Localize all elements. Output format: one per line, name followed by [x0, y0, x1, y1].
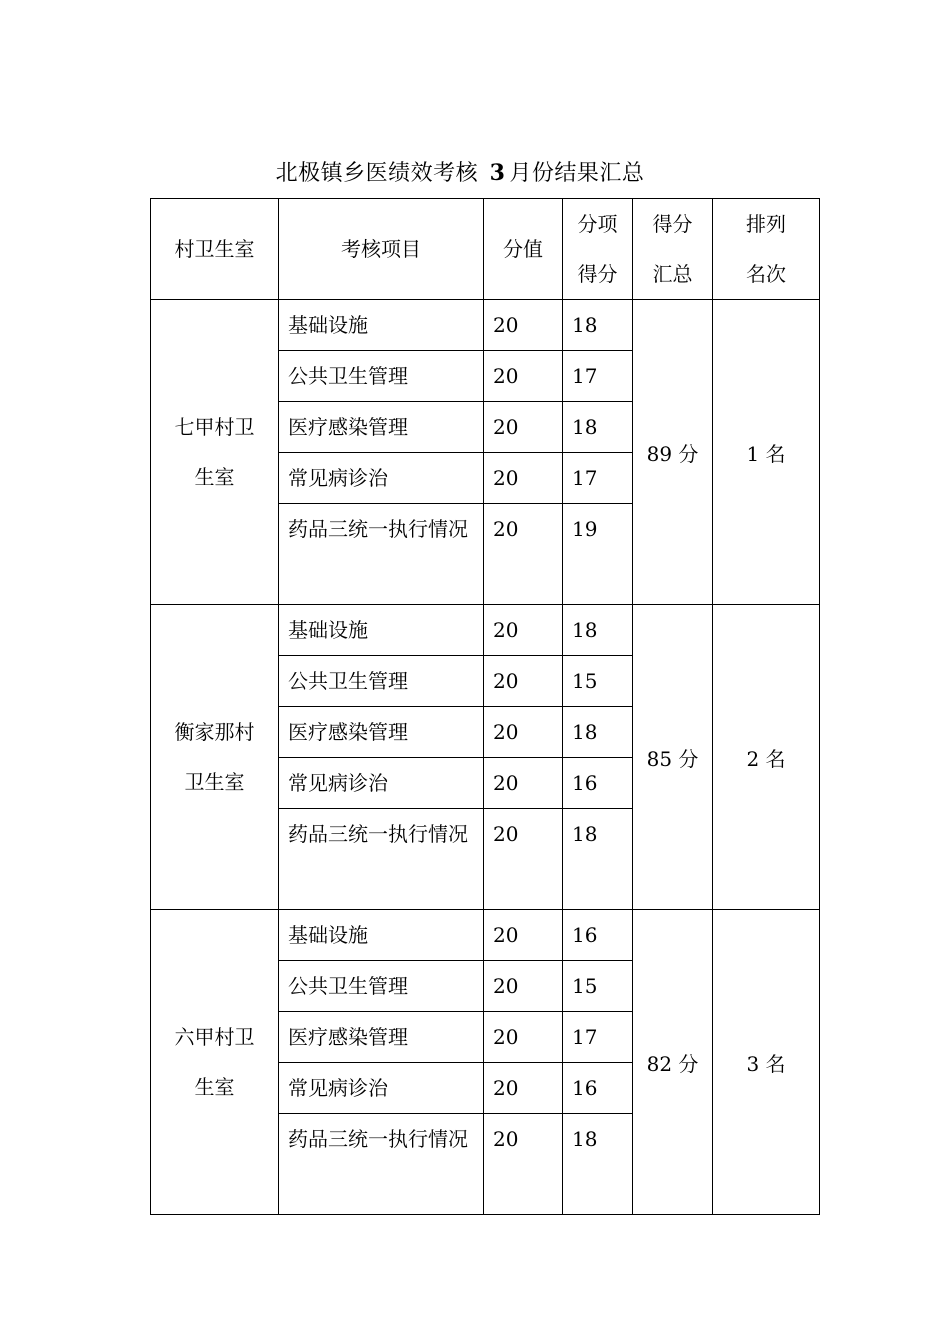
score-cell: 15 — [563, 656, 633, 707]
header-rank-line1: 排列 — [746, 212, 786, 236]
total-score-unit: 分 — [678, 746, 699, 771]
village-name-line2: 卫生室 — [184, 770, 245, 794]
header-sub-score-line1: 分项 — [577, 212, 618, 236]
total-score-cell — [633, 910, 713, 1215]
header-total-line2: 汇总 — [652, 262, 693, 286]
header-total — [633, 199, 713, 300]
village-name-line1: 衡家那村 — [174, 720, 255, 744]
item-cell: 公共卫生管理 — [279, 351, 484, 402]
value-cell: 20 — [484, 707, 563, 758]
rank-number: 1 — [746, 441, 760, 466]
rank-cell — [713, 300, 820, 605]
header-total-line1: 得分 — [652, 212, 693, 236]
village-name-cell — [151, 605, 279, 910]
village-name-line2: 生室 — [194, 1075, 235, 1099]
score-cell: 18 — [563, 1114, 633, 1215]
score-cell: 17 — [563, 1012, 633, 1063]
title-month-number: 3 — [489, 160, 506, 186]
item-cell: 基础设施 — [279, 300, 484, 351]
rank-cell — [713, 910, 820, 1215]
score-cell: 16 — [563, 1063, 633, 1114]
item-cell: 常见病诊治 — [279, 1063, 484, 1114]
village-name-line1: 六甲村卫 — [174, 1025, 255, 1049]
value-cell: 20 — [484, 758, 563, 809]
document-title — [0, 155, 920, 192]
table-row — [151, 300, 820, 351]
value-cell: 20 — [484, 1012, 563, 1063]
item-cell: 医疗感染管理 — [279, 1012, 484, 1063]
score-cell: 18 — [563, 402, 633, 453]
value-cell: 20 — [484, 961, 563, 1012]
header-item: 考核项目 — [279, 199, 484, 300]
value-cell: 20 — [484, 300, 563, 351]
table-row — [151, 605, 820, 656]
rank-number: 3 — [746, 1051, 760, 1076]
score-cell: 18 — [563, 300, 633, 351]
value-cell: 20 — [484, 504, 563, 605]
table-row — [151, 910, 820, 961]
rank-unit: 名 — [765, 441, 786, 466]
item-cell: 基础设施 — [279, 605, 484, 656]
total-score-number: 85 — [646, 746, 673, 771]
score-cell: 18 — [563, 605, 633, 656]
rank-unit: 名 — [765, 746, 786, 771]
score-cell: 18 — [563, 809, 633, 910]
header-value: 分值 — [484, 199, 563, 300]
item-cell: 药品三统一执行情况 — [279, 1114, 484, 1215]
rank-unit: 名 — [765, 1051, 786, 1076]
total-score-cell — [633, 300, 713, 605]
total-score-unit: 分 — [678, 1051, 699, 1076]
value-cell: 20 — [484, 1114, 563, 1215]
title-prefix: 北极镇乡医绩效考核 — [275, 161, 479, 186]
header-row — [151, 199, 820, 300]
item-cell: 医疗感染管理 — [279, 402, 484, 453]
value-cell: 20 — [484, 809, 563, 910]
header-sub-score — [563, 199, 633, 300]
village-name-cell — [151, 300, 279, 605]
header-sub-score-line2: 得分 — [577, 262, 618, 286]
score-cell: 15 — [563, 961, 633, 1012]
value-cell: 20 — [484, 910, 563, 961]
score-cell: 18 — [563, 707, 633, 758]
item-cell: 药品三统一执行情况 — [279, 809, 484, 910]
item-cell: 常见病诊治 — [279, 758, 484, 809]
title-suffix: 月份结果汇总 — [509, 161, 645, 186]
header-rank — [713, 199, 820, 300]
value-cell: 20 — [484, 605, 563, 656]
item-cell: 药品三统一执行情况 — [279, 504, 484, 605]
rank-cell — [713, 605, 820, 910]
score-cell: 17 — [563, 453, 633, 504]
village-name-line1: 七甲村卫 — [174, 415, 255, 439]
value-cell: 20 — [484, 351, 563, 402]
rank-number: 2 — [746, 746, 760, 771]
village-name-line2: 生室 — [194, 465, 235, 489]
score-cell: 19 — [563, 504, 633, 605]
village-name-cell — [151, 910, 279, 1215]
header-rank-line2: 名次 — [746, 262, 786, 286]
score-cell: 16 — [563, 758, 633, 809]
total-score-cell — [633, 605, 713, 910]
item-cell: 常见病诊治 — [279, 453, 484, 504]
item-cell: 公共卫生管理 — [279, 656, 484, 707]
header-village: 村卫生室 — [151, 199, 279, 300]
item-cell: 公共卫生管理 — [279, 961, 484, 1012]
item-cell: 基础设施 — [279, 910, 484, 961]
total-score-number: 82 — [646, 1051, 673, 1076]
total-score-number: 89 — [646, 441, 673, 466]
item-cell: 医疗感染管理 — [279, 707, 484, 758]
value-cell: 20 — [484, 402, 563, 453]
results-table — [150, 198, 820, 1215]
score-cell: 17 — [563, 351, 633, 402]
score-cell: 16 — [563, 910, 633, 961]
total-score-unit: 分 — [678, 441, 699, 466]
value-cell: 20 — [484, 1063, 563, 1114]
value-cell: 20 — [484, 656, 563, 707]
value-cell: 20 — [484, 453, 563, 504]
